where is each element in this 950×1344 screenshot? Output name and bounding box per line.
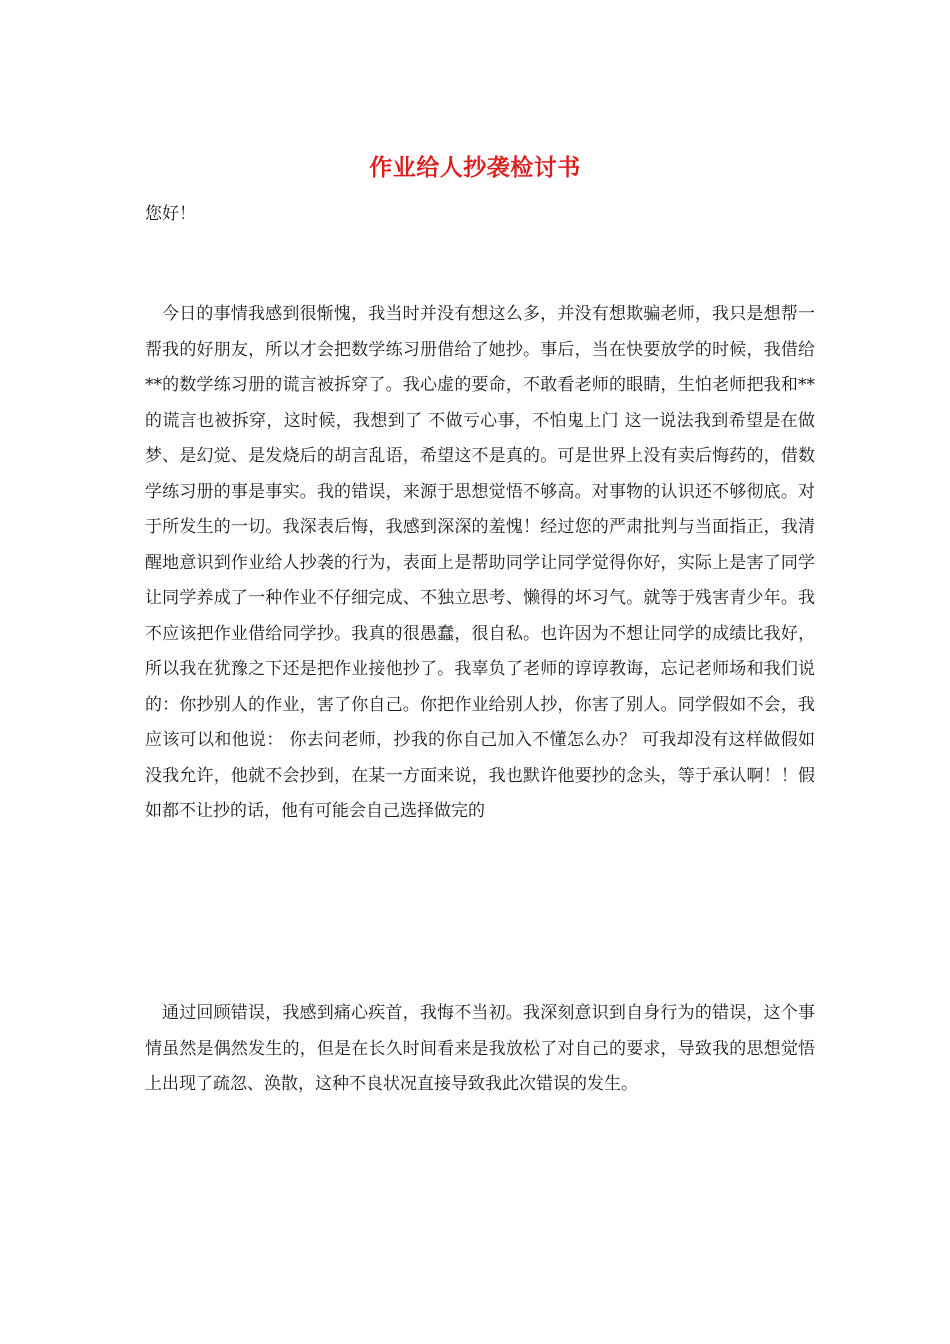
body-paragraph-2: 通过回顾错误，我感到痛心疾首，我悔不当初。我深刻意识到自身行为的错误，这个事情虽然是偶然发生的，但是在长久时间看来是我放松了对自己的要求，导致我的思想觉悟上出现了疏忽、涣散，这种不良状况直接导致我此次错误的发生。 — [145, 1003, 815, 1094]
page-title: 作业给人抄袭检讨书 — [369, 154, 581, 181]
body-paragraph-1: 今日的事情我感到很惭愧，我当时并没有想这么多，并没有想欺骗老师，我只是想帮一帮我的好朋友，所以才会把数学练习册借给了她抄。事后，当在快要放学的时候，我借给**的数学练习册的谎言被拆穿了。我心虚的要命，不敢看老师的眼睛，生怕老师把我和**的谎言也被拆穿，这时候，我想到了 不做亏心事，不怕鬼上门 这一说法我到希望是在做梦、是幻觉、是发烧后的胡言乱语，希望这不是真的。可是世界上没有卖后悔药的，借数学练习册的事是事实。我的错误，来源于思想觉悟不够高。对事物的认识还不够彻底。对于所发生的一切。我深表后悔，我感到深深的羞愧！经过您的严肃批判与当面指正，我清醒地意识到作业给人抄袭的行为，表面上是帮助同学让同学觉得你好，实际上是害了同学让同学养成了一种作业不仔细完成、不独立思考、懒得的坏习气。就等于残害青少年。我不应该把作业借给同学抄。我真的很愚蠢，很自私。也许因为不想让同学的成绩比我好，所以我在犹豫之下还是把作业接他抄了。我辜负了老师的谆谆教诲，忘记老师场和我们说的：你抄别人的作业，害了你自己。你把作业给别人抄，你害了别人。同学假如不会，我应该可以和他说： 你去问老师，抄我的你自己加入不懂怎么办？ 可我却没有这样做假如没我允许，他就不会抄到，在某一方面来说，我也默许他要抄的念头，等于承认啊！！假如都不让抄的话，他有可能会自己选择做完的 — [145, 304, 815, 821]
greeting-text: 您好！ — [145, 204, 196, 224]
